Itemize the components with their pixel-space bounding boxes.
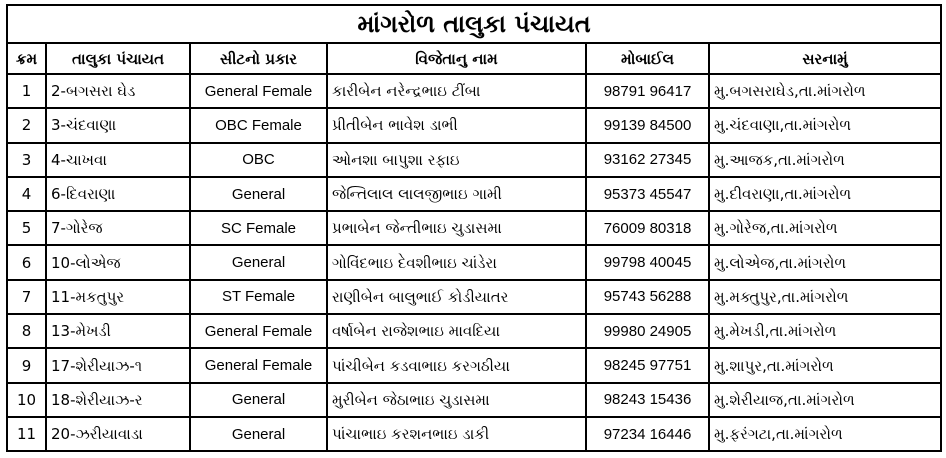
cell-winner-name: ગોવિંદભાઇ દેવશીભાઇ ચાંડેરા: [327, 245, 586, 279]
cell-number: 9: [7, 348, 46, 382]
cell-winner-name: પ્રીતીબેન ભાવેશ ડાભી: [327, 108, 586, 142]
cell-number: 11: [7, 417, 46, 451]
cell-address: મુ.શાપુર,તા.માંગરોળ: [709, 348, 941, 382]
cell-address: મુ.મેખડી,તા.માંગરોળ: [709, 314, 941, 348]
cell-winner-name: પ્રભાબેન જેન્તીભાઇ ચુડાસમા: [327, 211, 586, 245]
cell-number: 6: [7, 245, 46, 279]
cell-number: 10: [7, 383, 46, 417]
cell-panchayat: 17-શેરીયાઝ-૧: [46, 348, 190, 382]
cell-panchayat: 18-શેરીયાઝ-ર: [46, 383, 190, 417]
column-header-seat-type: સીટનો પ્રકાર: [190, 43, 327, 74]
cell-winner-name: રાણીબેન બાલુભાઈ કોડીયાતર: [327, 280, 586, 314]
page-title: માંગરોળ તાલુકા પંચાયત: [7, 5, 941, 43]
cell-mobile: 97234 16446: [586, 417, 709, 451]
cell-panchayat: 4-ચાખવા: [46, 143, 190, 177]
table-body: [7, 74, 941, 451]
cell-seat-type: General Female: [190, 74, 327, 108]
cell-panchayat: 11-મકતુપુર: [46, 280, 190, 314]
table-row: [7, 74, 941, 108]
table-row: [7, 177, 941, 211]
cell-panchayat: 20-ઝરીયાવાડા: [46, 417, 190, 451]
cell-winner-name: પાંચાભાઇ કરશનભાઇ ડાકી: [327, 417, 586, 451]
cell-winner-name: ઓનશા બાપુશા રફાઇ: [327, 143, 586, 177]
table-row: [7, 245, 941, 279]
cell-winner-name: વર્ષાબેન રાજેશભાઇ માવદિયા: [327, 314, 586, 348]
cell-address: મુ.દીવરાણા,તા.માંગરોળ: [709, 177, 941, 211]
cell-winner-name: કારીબેન નરેન્દ્રભાઇ ટીંબા: [327, 74, 586, 108]
cell-address: મુ.ગોરેજ,તા.માંગરોળ: [709, 211, 941, 245]
table-row: [7, 280, 941, 314]
cell-winner-name: જેન્તિલાલ લાલજીભાઇ ગામી: [327, 177, 586, 211]
column-header-mobile: મોબાઈલ: [586, 43, 709, 74]
cell-mobile: 95373 45547: [586, 177, 709, 211]
table-row: [7, 383, 941, 417]
cell-number: 4: [7, 177, 46, 211]
cell-seat-type: SC Female: [190, 211, 327, 245]
cell-address: મુ.શેરીયાજ,તા.માંગરોળ: [709, 383, 941, 417]
table-row: [7, 314, 941, 348]
cell-address: મુ.બગસરાઘેડ,તા.માંગરોળ: [709, 74, 941, 108]
column-header-winner-name: વિજેતાનુ નામ: [327, 43, 586, 74]
cell-panchayat: 2-બગસરા ઘેડ: [46, 74, 190, 108]
cell-number: 5: [7, 211, 46, 245]
cell-address: મુ.ફરંગટા,તા.માંગરોળ: [709, 417, 941, 451]
document: [6, 4, 940, 452]
cell-address: મુ.આજક,તા.માંગરોળ: [709, 143, 941, 177]
cell-mobile: 98245 97751: [586, 348, 709, 382]
column-header-address: સરનામું: [709, 43, 941, 74]
cell-seat-type: General Female: [190, 314, 327, 348]
table-row: [7, 417, 941, 451]
cell-address: મુ.મક્તુપુર,તા.માંગરોળ: [709, 280, 941, 314]
cell-winner-name: મુરીબેન જેઠાભાઇ ચુડાસમા: [327, 383, 586, 417]
cell-seat-type: General: [190, 245, 327, 279]
cell-address: મુ.લોએજ,તા.માંગરોળ: [709, 245, 941, 279]
cell-panchayat: 13-મેખડી: [46, 314, 190, 348]
cell-mobile: 98243 15436: [586, 383, 709, 417]
cell-number: 1: [7, 74, 46, 108]
cell-mobile: 99139 84500: [586, 108, 709, 142]
cell-mobile: 99798 40045: [586, 245, 709, 279]
cell-mobile: 76009 80318: [586, 211, 709, 245]
cell-panchayat: 3-ચંદવાણા: [46, 108, 190, 142]
cell-seat-type: General: [190, 417, 327, 451]
cell-winner-name: પાંચીબેન કડવાભાઇ કરગઠીયા: [327, 348, 586, 382]
table-row: [7, 348, 941, 382]
table-row: [7, 211, 941, 245]
cell-seat-type: ST Female: [190, 280, 327, 314]
title-row: [7, 5, 941, 43]
cell-panchayat: 6-દિવરાણા: [46, 177, 190, 211]
table-row: [7, 143, 941, 177]
cell-mobile: 98791 96417: [586, 74, 709, 108]
cell-seat-type: General Female: [190, 348, 327, 382]
header-row: [7, 43, 941, 74]
cell-address: મુ.ચંદવાણા,તા.માંગરોળ: [709, 108, 941, 142]
table-row: [7, 108, 941, 142]
cell-number: 7: [7, 280, 46, 314]
cell-mobile: 93162 27345: [586, 143, 709, 177]
cell-panchayat: 7-ગોરેજ: [46, 211, 190, 245]
cell-number: 3: [7, 143, 46, 177]
panchayat-table: [6, 4, 942, 452]
cell-mobile: 95743 56288: [586, 280, 709, 314]
column-header-panchayat: તાલુકા પંચાયત: [46, 43, 190, 74]
cell-seat-type: OBC Female: [190, 108, 327, 142]
cell-number: 2: [7, 108, 46, 142]
cell-mobile: 99980 24905: [586, 314, 709, 348]
column-header-no: ક્રમ: [7, 43, 46, 74]
cell-panchayat: 10-લોએજ: [46, 245, 190, 279]
cell-number: 8: [7, 314, 46, 348]
cell-seat-type: OBC: [190, 143, 327, 177]
cell-seat-type: General: [190, 383, 327, 417]
cell-seat-type: General: [190, 177, 327, 211]
